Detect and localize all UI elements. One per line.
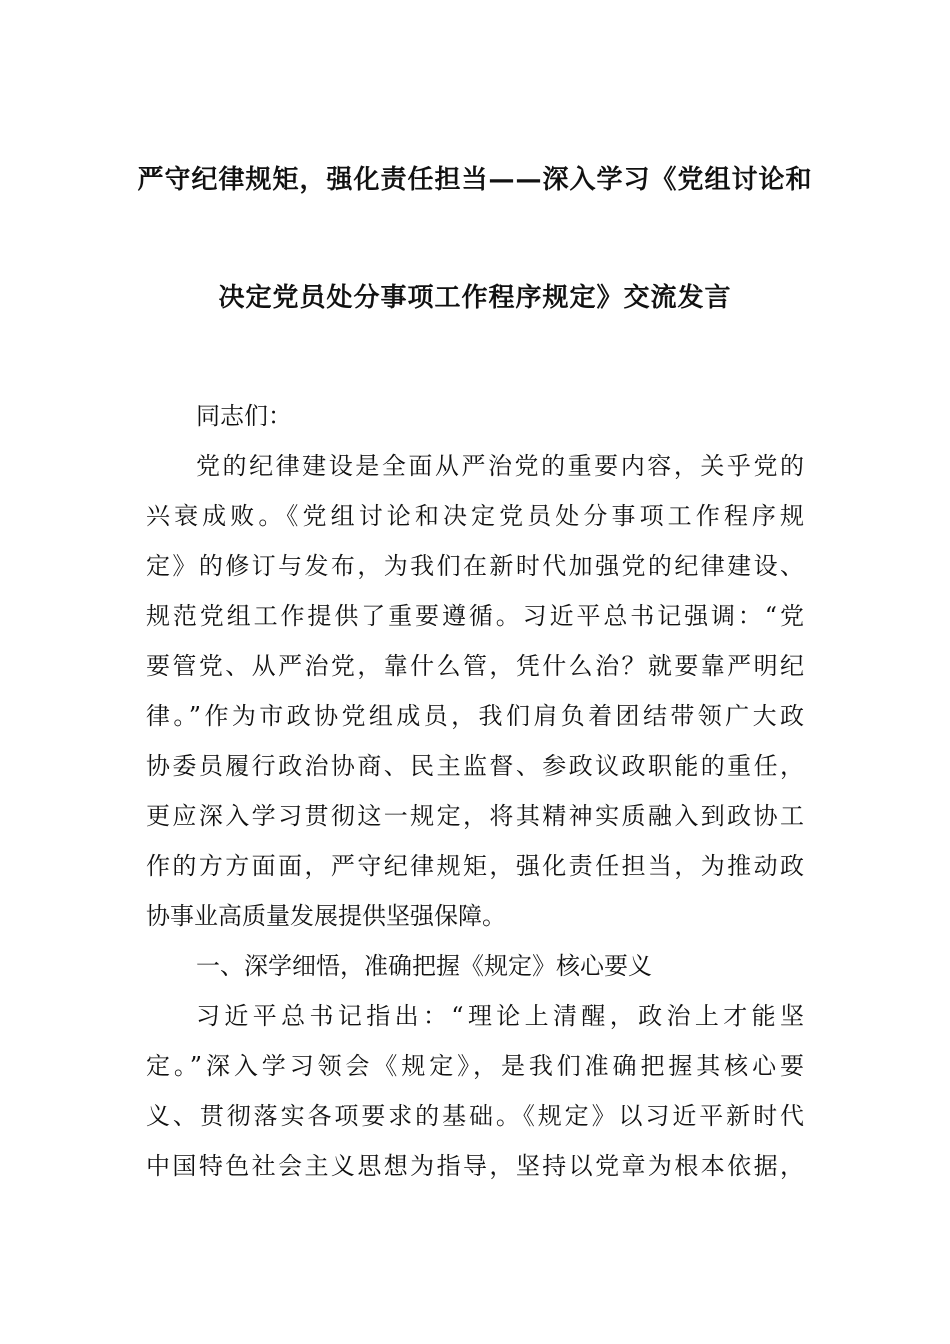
body-line: 规范党组工作提供了重要遵循。习近平总书记强调：“党 bbox=[146, 602, 804, 630]
body-line: 律。”作为市政协党组成员，我们肩负着团结带领广大政 bbox=[146, 702, 804, 730]
body-line: 义、贯彻落实各项要求的基础。《规定》以习近平新时代 bbox=[146, 1102, 804, 1130]
body-line: 要管党、从严治党，靠什么管，凭什么治？就要靠严明纪 bbox=[146, 652, 804, 680]
body-line: 作的方方面面，严守纪律规矩，强化责任担当，为推动政 bbox=[146, 852, 804, 880]
document-title-line-1: 严守纪律规矩，强化责任担当——深入学习《党组讨论和 bbox=[137, 165, 813, 195]
body-line: 定》的修订与发布，为我们在新时代加强党的纪律建设、 bbox=[146, 552, 804, 580]
body-line: 中国特色社会主义思想为指导，坚持以党章为根本依据， bbox=[146, 1152, 804, 1180]
salutation: 同志们： bbox=[196, 402, 292, 430]
body-line: 定。”深入学习领会《规定》，是我们准确把握其核心要 bbox=[146, 1052, 804, 1080]
body-line: 习近平总书记指出：“理论上清醒，政治上才能坚 bbox=[196, 1002, 804, 1030]
body-line: 兴衰成败。《党组讨论和决定党员处分事项工作程序规 bbox=[146, 502, 804, 530]
body-line: 更应深入学习贯彻这一规定，将其精神实质融入到政协工 bbox=[146, 802, 804, 830]
body-line: 党的纪律建设是全面从严治党的重要内容，关乎党的 bbox=[196, 452, 804, 480]
body-line: 协委员履行政治协商、民主监督、参政议政职能的重任， bbox=[146, 752, 804, 780]
body-line: 协事业高质量发展提供坚强保障。 bbox=[146, 902, 506, 930]
document-title-line-2: 决定党员处分事项工作程序规定》交流发言 bbox=[218, 283, 732, 313]
section-heading-1: 一、深学细悟，准确把握《规定》核心要义 bbox=[196, 952, 652, 980]
